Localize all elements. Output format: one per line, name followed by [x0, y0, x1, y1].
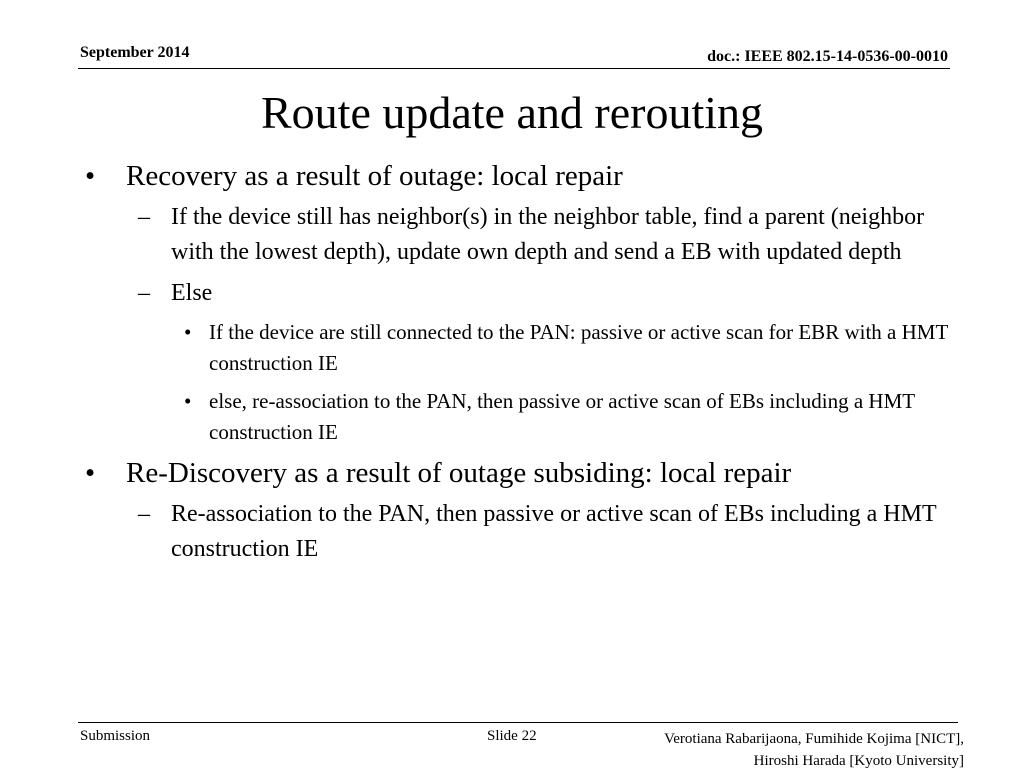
footer-authors [664, 728, 964, 772]
sub-bullet-reassociation [80, 497, 960, 567]
sub-bullet-text: If the device still has neighbor(s) in the neighbor table, find a parent (neighbor with the lowest depth), update own depth and send a EB with updated depth [171, 204, 925, 265]
dash-icon: – [138, 501, 150, 527]
sub-sub-bullet-connected [80, 317, 960, 379]
footer-authors-line2: Hiroshi Harada [Kyoto University] [753, 753, 964, 769]
dash-icon: – [138, 204, 150, 230]
bullet-dot-icon: • [85, 457, 96, 489]
header-doc-id: doc.: IEEE 802.15-14-0536-00-0010 [707, 48, 948, 65]
sub-sub-bullet-text: else, re-association to the PAN, then passive or active scan of EBs including a HMT construction IE [209, 389, 915, 444]
footer-divider [78, 722, 958, 723]
sub-bullet-text: Re-association to the PAN, then passive or active scan of EBs including a HMT construction IE [171, 501, 937, 562]
footer-submission: Submission [80, 728, 151, 744]
header-divider [78, 68, 950, 69]
slide-body [80, 158, 960, 573]
footer-authors-line1: Verotiana Rabarijaona, Fumihide Kojima [NICT], [664, 731, 964, 747]
sub-bullet-else [80, 276, 960, 311]
bullet-dot-icon: • [184, 320, 192, 344]
bullet-dot-icon: • [85, 160, 96, 192]
bullet-rediscovery [80, 455, 960, 491]
bullet-dot-icon: • [184, 389, 192, 413]
sub-sub-bullet-text: If the device are still connected to the PAN: passive or active scan for EBR with a HMT construction IE [209, 320, 948, 375]
sub-bullet-text: Else [171, 280, 213, 306]
bullet-text: Re-Discovery as a result of outage subsiding: local repair [126, 457, 792, 489]
header-date: September 2014 [80, 44, 190, 61]
sub-bullet-neighbor [80, 200, 960, 270]
bullet-text: Recovery as a result of outage: local repair [126, 160, 623, 192]
dash-icon: – [138, 280, 150, 306]
footer-slide-number: Slide 22 [487, 728, 537, 744]
sub-sub-bullet-reassociation [80, 386, 960, 448]
slide-title: Route update and rerouting [260, 87, 764, 138]
bullet-recovery [80, 158, 960, 194]
